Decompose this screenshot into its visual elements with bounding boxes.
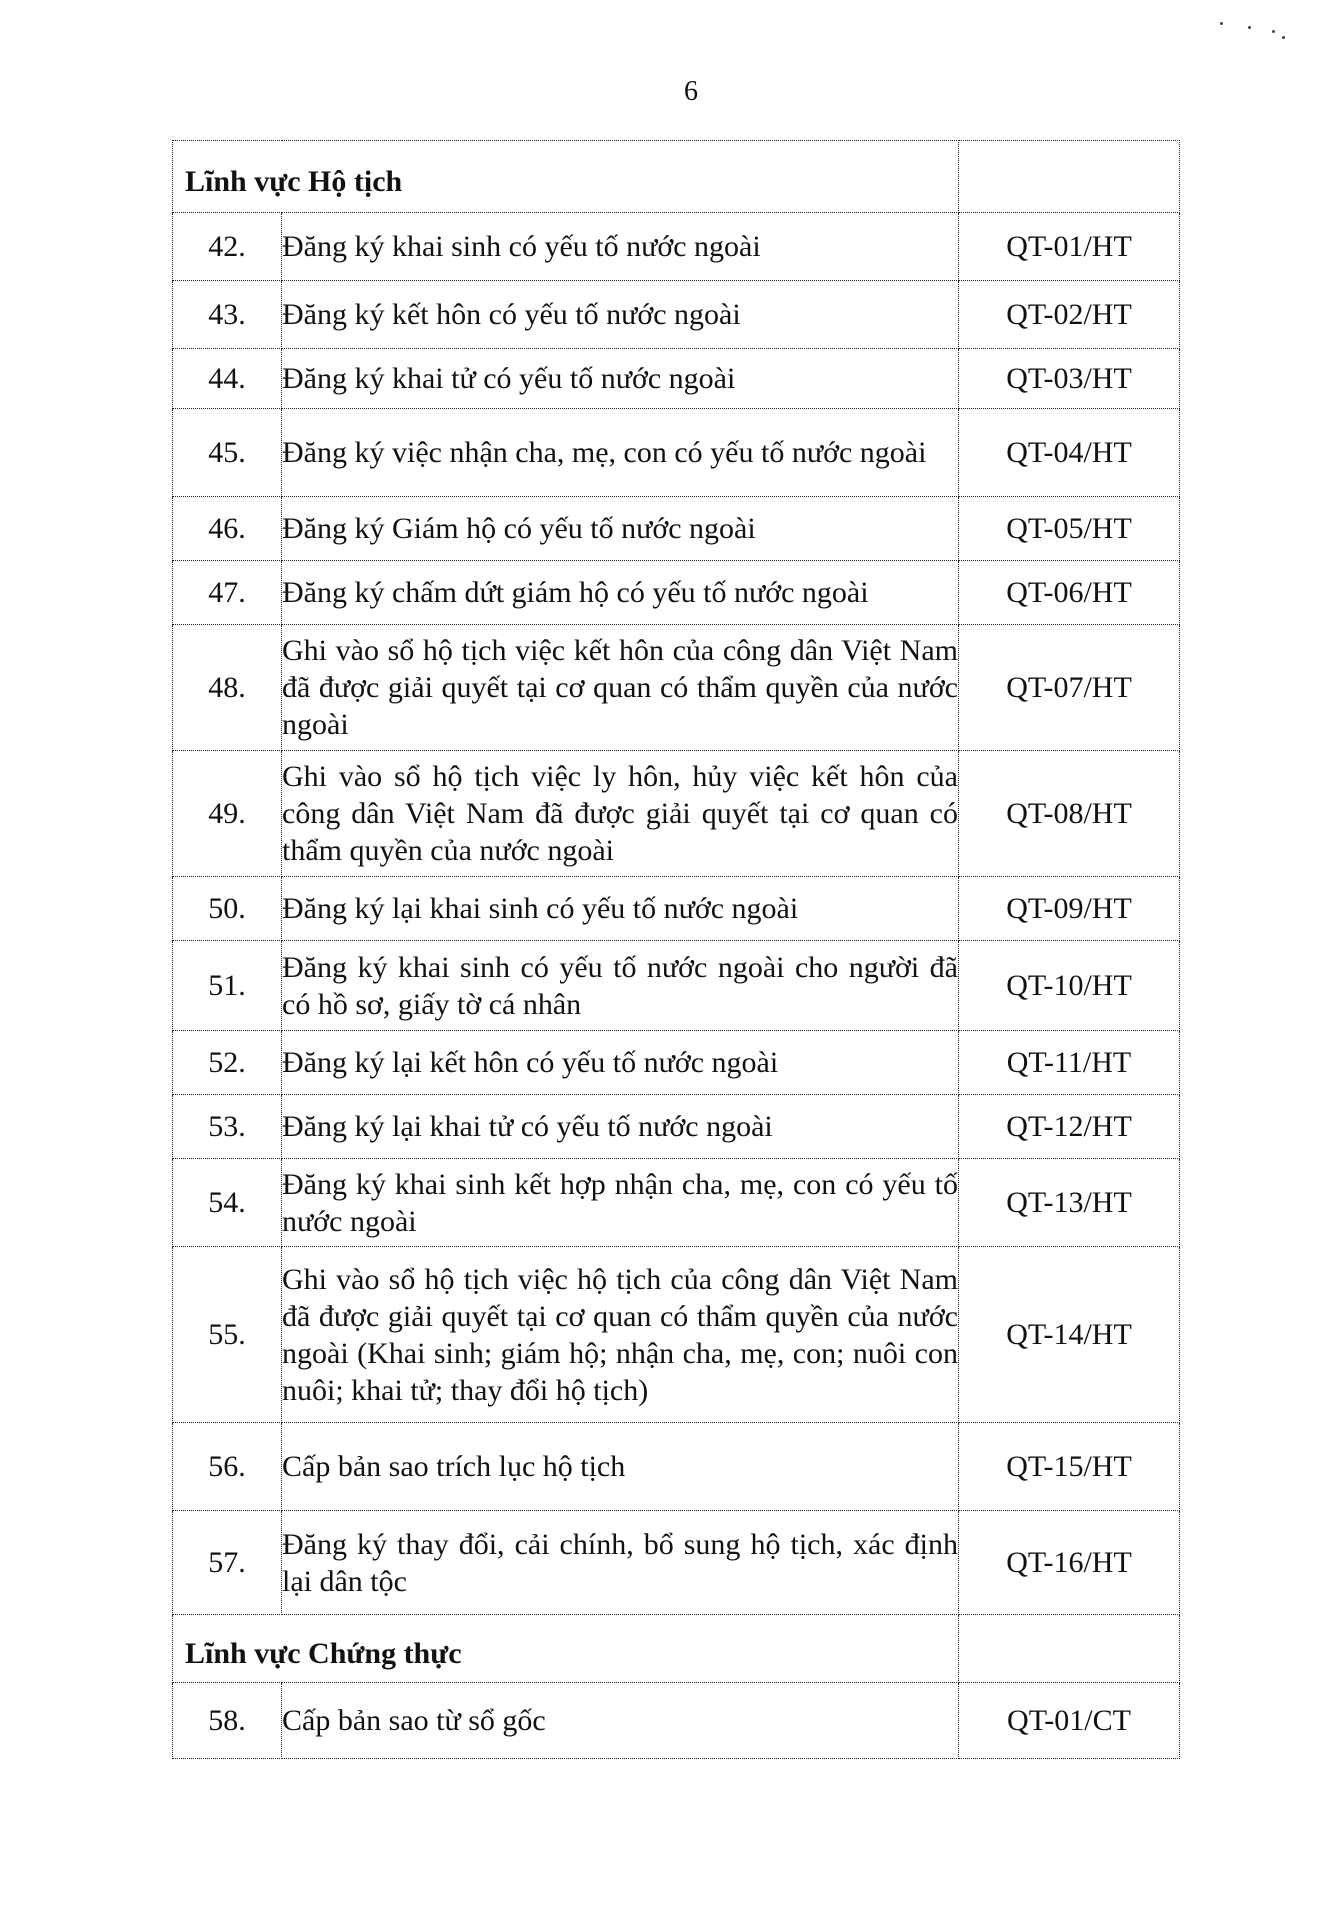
table-row xyxy=(173,409,1180,497)
row-number: 58. xyxy=(173,1683,282,1759)
table-row xyxy=(173,877,1180,941)
row-number: 51. xyxy=(173,941,282,1031)
table-row xyxy=(173,1031,1180,1095)
procedure-code: QT-03/HT xyxy=(959,349,1180,409)
table-row xyxy=(173,1247,1180,1423)
section-code-cell xyxy=(959,1615,1180,1683)
procedure-name: Cấp bản sao trích lục hộ tịch xyxy=(282,1423,959,1511)
row-number: 47. xyxy=(173,561,282,625)
row-number: 57. xyxy=(173,1511,282,1615)
procedure-code: QT-05/HT xyxy=(959,497,1180,561)
row-number: 53. xyxy=(173,1095,282,1159)
row-number: 55. xyxy=(173,1247,282,1423)
procedure-code: QT-09/HT xyxy=(959,877,1180,941)
procedure-table xyxy=(172,140,1180,1759)
row-number: 49. xyxy=(173,751,282,877)
procedure-name: Đăng ký việc nhận cha, mẹ, con có yếu tố nước ngoài xyxy=(282,409,959,497)
table-row xyxy=(173,751,1180,877)
procedure-code: QT-02/HT xyxy=(959,281,1180,349)
procedure-name: Đăng ký thay đổi, cải chính, bổ sung hộ tịch, xác định lại dân tộc xyxy=(282,1511,959,1615)
procedure-table-body xyxy=(173,141,1180,1759)
procedure-code: QT-15/HT xyxy=(959,1423,1180,1511)
procedure-name: Cấp bản sao từ sổ gốc xyxy=(282,1683,959,1759)
procedure-name: Đăng ký khai sinh kết hợp nhận cha, mẹ, con có yếu tố nước ngoài xyxy=(282,1159,959,1247)
section-title: Lĩnh vực Hộ tịch xyxy=(173,141,959,213)
row-number: 48. xyxy=(173,625,282,751)
procedure-name: Đăng ký lại kết hôn có yếu tố nước ngoài xyxy=(282,1031,959,1095)
row-number: 52. xyxy=(173,1031,282,1095)
table-row xyxy=(173,625,1180,751)
table-row xyxy=(173,349,1180,409)
page-number: 6 xyxy=(684,76,698,107)
row-number: 42. xyxy=(173,213,282,281)
procedure-code: QT-10/HT xyxy=(959,941,1180,1031)
row-number: 44. xyxy=(173,349,282,409)
table-row xyxy=(173,1511,1180,1615)
table-row xyxy=(173,1683,1180,1759)
row-number: 46. xyxy=(173,497,282,561)
table-row xyxy=(173,497,1180,561)
procedure-code: QT-12/HT xyxy=(959,1095,1180,1159)
procedure-code: QT-13/HT xyxy=(959,1159,1180,1247)
procedure-name: Ghi vào sổ hộ tịch việc kết hôn của công dân Việt Nam đã được giải quyết tại cơ quan có thẩm quyền của nước ngoài xyxy=(282,625,959,751)
procedure-code: QT-01/CT xyxy=(959,1683,1180,1759)
procedure-code: QT-11/HT xyxy=(959,1031,1180,1095)
table-row xyxy=(173,941,1180,1031)
scan-specks xyxy=(1200,14,1300,74)
table-row xyxy=(173,213,1180,281)
procedure-code: QT-04/HT xyxy=(959,409,1180,497)
section-title: Lĩnh vực Chứng thực xyxy=(173,1615,959,1683)
procedure-code: QT-08/HT xyxy=(959,751,1180,877)
procedure-code: QT-16/HT xyxy=(959,1511,1180,1615)
procedure-name: Đăng ký khai tử có yếu tố nước ngoài xyxy=(282,349,959,409)
table-row xyxy=(173,561,1180,625)
procedure-name: Đăng ký khai sinh có yếu tố nước ngoài xyxy=(282,213,959,281)
procedure-name: Đăng ký chấm dứt giám hộ có yếu tố nước ngoài xyxy=(282,561,959,625)
row-number: 56. xyxy=(173,1423,282,1511)
section-row-chung-thuc xyxy=(173,1615,1180,1683)
row-number: 45. xyxy=(173,409,282,497)
row-number: 43. xyxy=(173,281,282,349)
row-number: 54. xyxy=(173,1159,282,1247)
procedure-code: QT-01/HT xyxy=(959,213,1180,281)
procedure-name: Ghi vào sổ hộ tịch việc hộ tịch của công dân Việt Nam đã được giải quyết tại cơ quan có thẩm quyền của nước ngoài (Khai sinh; giám hộ; nhận cha, mẹ, con; nuôi con nuôi; khai tử; thay đổi hộ tịch) xyxy=(282,1247,959,1423)
procedure-name: Đăng ký lại khai sinh có yếu tố nước ngoài xyxy=(282,877,959,941)
section-code-cell xyxy=(959,141,1180,213)
procedure-code: QT-07/HT xyxy=(959,625,1180,751)
table-row xyxy=(173,1159,1180,1247)
procedure-name: Đăng ký lại khai tử có yếu tố nước ngoài xyxy=(282,1095,959,1159)
procedure-name: Đăng ký kết hôn có yếu tố nước ngoài xyxy=(282,281,959,349)
procedure-name: Đăng ký khai sinh có yếu tố nước ngoài cho người đã có hồ sơ, giấy tờ cá nhân xyxy=(282,941,959,1031)
section-row-ho-tich xyxy=(173,141,1180,213)
table-row xyxy=(173,281,1180,349)
procedure-code: QT-14/HT xyxy=(959,1247,1180,1423)
table-row xyxy=(173,1423,1180,1511)
procedure-name: Ghi vào sổ hộ tịch việc ly hôn, hủy việc kết hôn của công dân Việt Nam đã được giải quyết tại cơ quan có thẩm quyền của nước ngoài xyxy=(282,751,959,877)
table-row xyxy=(173,1095,1180,1159)
procedure-code: QT-06/HT xyxy=(959,561,1180,625)
row-number: 50. xyxy=(173,877,282,941)
procedure-name: Đăng ký Giám hộ có yếu tố nước ngoài xyxy=(282,497,959,561)
